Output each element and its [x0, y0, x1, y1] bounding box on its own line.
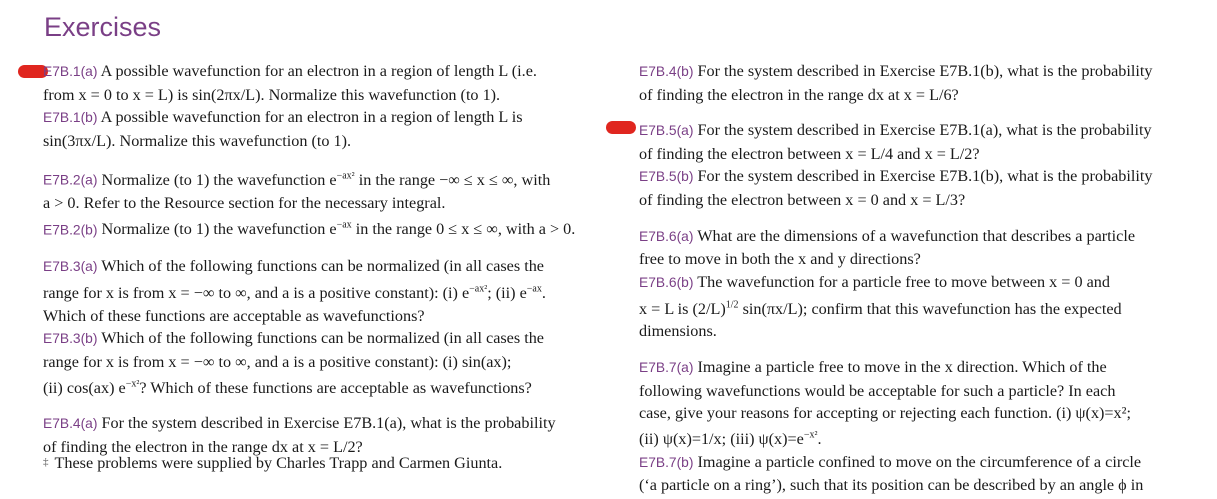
exercises-left-column: [43, 60, 603, 458]
exercise-text: (ii) cos(ax) $e^{-x^2}$? Which of these functions are acceptable as wavefunctions?: [43, 378, 532, 397]
exercise-text: (‘a particle on a ring’), such that its position can be described by an angle ϕ in: [639, 476, 1144, 495]
exercise-text: For the system described in Exercise E7B.1(a), what is the probability: [697, 121, 1152, 140]
exercise-item: [639, 451, 1199, 497]
exercise-text: from x = 0 to x = L) is sin(2πx/L). Normalize this wavefunction (to 1).: [43, 85, 501, 104]
exercise-text: x = L is $(2/L)^{1/2}$ sin(πx/L); confirm that this wavefunction has the expected: [639, 299, 1122, 318]
exercise-item: [43, 327, 603, 399]
highlight-marker: [606, 121, 636, 134]
exercise-text: (ii) ψ(x)=1/x; (iii) $\psi(x)=e^{-x^2}$.: [639, 429, 822, 449]
exercise-text: sin(3πx/L). Normalize this wavefunction (to 1).: [43, 131, 352, 150]
exercise-text: Which of these functions are acceptable as wavefunctions?: [43, 306, 425, 325]
page-title: Exercises: [44, 12, 162, 42]
exercise-text: following wavefunctions would be acceptable for such a particle? In each: [639, 381, 1116, 400]
exercise-text: case, give your reasons for accepting or rejecting each function. (i) ψ(x)=x²;: [639, 404, 1132, 423]
exercise-text: For the system described in Exercise E7B.1(b), what is the probability: [697, 62, 1153, 80]
exercise-code: E7B.3(a): [43, 258, 98, 274]
exercise-item: [639, 60, 1199, 106]
exercise-item: [639, 165, 1199, 211]
exercise-code: E7B.2(a): [43, 172, 98, 188]
exercise-code: E7B.4(b): [639, 64, 694, 79]
exercise-text: Imagine a particle free to move in the x direction. Which of the: [697, 357, 1107, 376]
exercise-code: E7B.1(b): [43, 110, 98, 126]
exercise-text: What are the dimensions of a wavefunction that describes a particle: [697, 226, 1136, 245]
exercise-code: E7B.4(a): [43, 416, 98, 432]
exercise-text: of finding the electron in the range dx at x = L/6?: [639, 85, 959, 104]
exercise-text: Which of the following functions can be normalized (in all cases the: [101, 329, 544, 348]
exercise-text: of finding the electron between x = 0 and x = L/3?: [639, 190, 966, 209]
exercise-code: E7B.7(b): [639, 454, 694, 470]
footnote: [43, 454, 502, 473]
exercises-right-column: [639, 60, 1199, 497]
exercise-text: a > 0. Refer to the Resource section for the necessary integral.: [43, 194, 446, 213]
exercise-item: [639, 271, 1199, 343]
exercise-code: E7B.5(a): [639, 123, 694, 139]
exercise-text: range for x is from x = −∞ to ∞, and a is a positive constant): (i) $e^{-ax^2}$; (ii) $e^{-ax}$.: [43, 283, 546, 302]
exercise-item: [43, 106, 603, 152]
exercise-code: E7B.3(b): [43, 331, 98, 347]
exercise-item: [639, 225, 1199, 271]
exercise-code: E7B.5(b): [639, 169, 694, 185]
exercise-text: of finding the electron between x = L/4 and x = L/2?: [639, 144, 980, 163]
exercise-code: E7B.1(a): [43, 64, 98, 79]
exercise-item: [43, 215, 603, 242]
footnote-mark: ‡: [43, 456, 49, 468]
exercise-item: [639, 119, 1199, 165]
exercise-item: [43, 60, 603, 106]
exercise-text: Which of the following functions can be normalized (in all cases the: [101, 256, 544, 275]
exercise-text: A possible wavefunction for an electron in a region of length L (i.e.: [100, 62, 537, 80]
exercise-text: For the system described in Exercise E7B.1(a), what is the probability: [101, 414, 556, 433]
exercise-item: [43, 165, 603, 215]
exercise-item: [639, 356, 1199, 451]
exercise-text: Normalize (to 1) the wavefunction $e^{-ax^2}$ in the range −∞ ≤ x ≤ ∞, with: [101, 170, 551, 189]
exercise-text: For the system described in Exercise E7B.1(b), what is the probability: [697, 167, 1153, 186]
footnote-text: These problems were supplied by Charles Trapp and Carmen Giunta.: [54, 454, 503, 472]
exercise-text: A possible wavefunction for an electron in a region of length L is: [100, 108, 523, 127]
exercise-code: E7B.6(b): [639, 274, 694, 290]
exercise-text: range for x is from x = −∞ to ∞, and a is a positive constant): (i) sin(ax);: [43, 352, 512, 371]
exercise-text: dimensions.: [639, 322, 717, 341]
exercise-text: Imagine a particle confined to move on the circumference of a circle: [697, 452, 1142, 471]
exercise-item: [43, 412, 603, 458]
exercise-text: The wavefunction for a particle free to move between x = 0 and: [697, 272, 1110, 291]
exercise-item: [43, 255, 603, 327]
exercise-code: E7B.7(a): [639, 359, 694, 375]
exercise-text: free to move in both the x and y directions?: [639, 250, 921, 269]
exercise-code: E7B.6(a): [639, 228, 694, 244]
exercise-text: Normalize (to 1) the wavefunction $e^{-ax}$ in the range 0 ≤ x ≤ ∞, with a > 0.: [101, 219, 576, 239]
exercise-text: of finding the electron in the range dx at x = L/2?: [43, 437, 363, 456]
exercise-code: E7B.2(b): [43, 222, 98, 238]
